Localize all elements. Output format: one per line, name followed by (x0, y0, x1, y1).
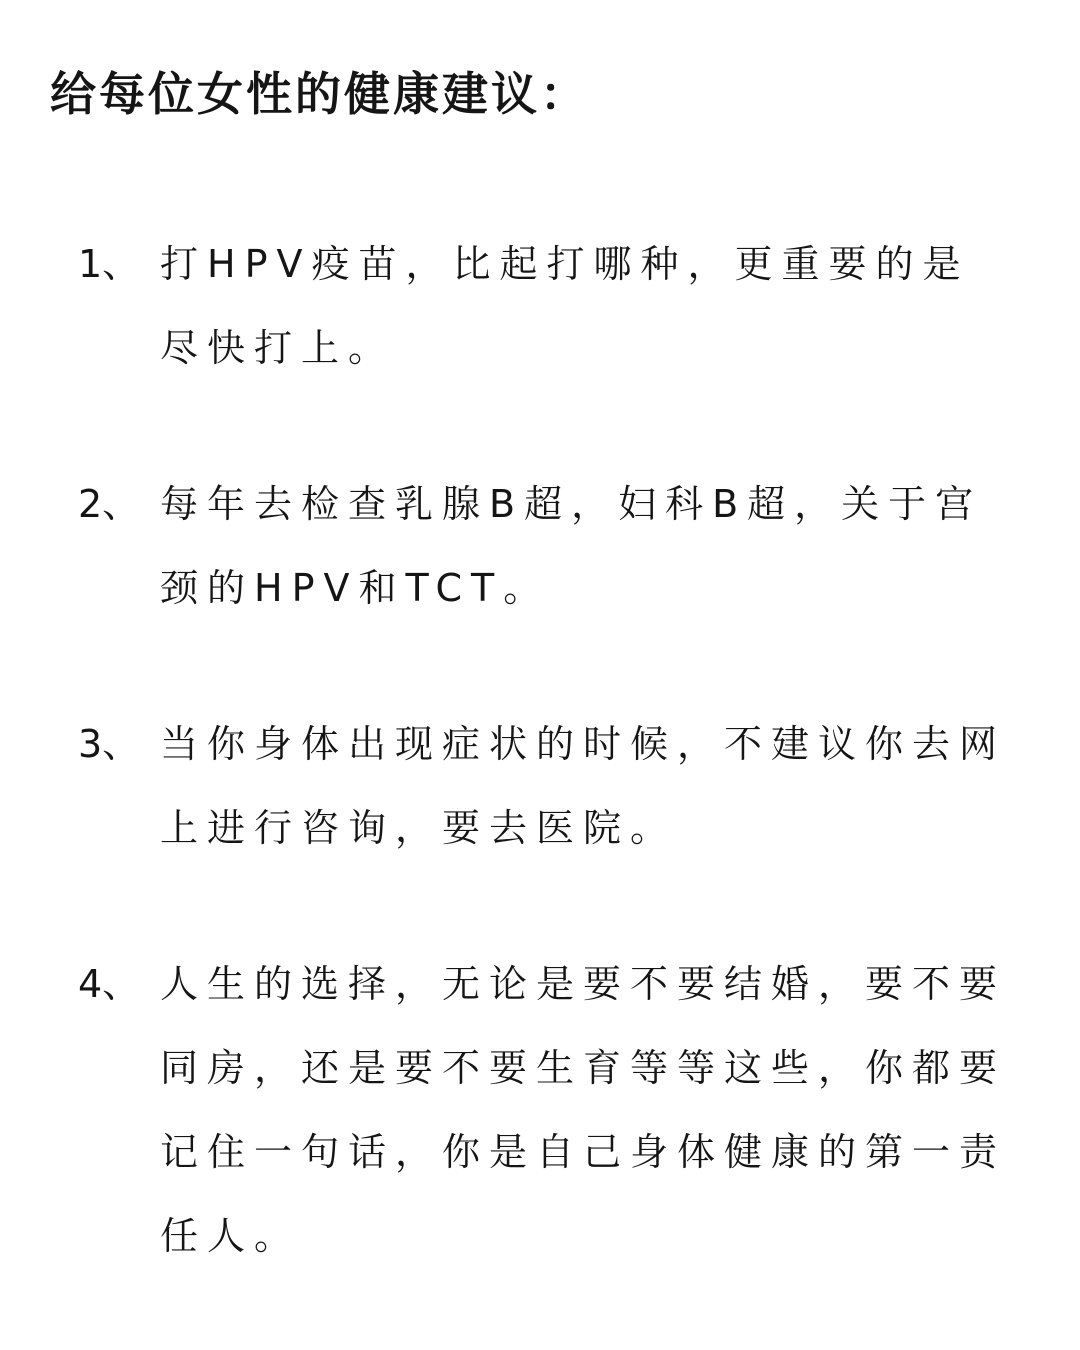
item-text: 每年去检查乳腺B超，妇科B超，关于宫颈的HPV和TCT。 (160, 482, 983, 610)
advice-list (0, 222, 1080, 1350)
list-item (0, 462, 1080, 630)
list-item (0, 222, 1080, 390)
item-text: 人生的选择，无论是要不要结婚，要不要同房，还是要不要生育等等这些，你都要记住一句话，你是自己身体健康的第一责任人。 (160, 962, 1007, 1258)
item-text: 打HPV疫苗，比起打哪种，更重要的是尽快打上。 (160, 242, 970, 370)
item-number: 4、 (78, 962, 141, 1006)
list-item (0, 942, 1080, 1278)
list-item (0, 702, 1080, 870)
item-text: 当你身体出现症状的时候，不建议你去网上进行咨询，要去医院。 (160, 722, 1007, 850)
page-title: 给每位女性的健康建议： (50, 67, 589, 121)
item-number: 3、 (78, 722, 141, 766)
item-number: 1、 (78, 242, 141, 286)
item-number: 2、 (78, 482, 141, 526)
